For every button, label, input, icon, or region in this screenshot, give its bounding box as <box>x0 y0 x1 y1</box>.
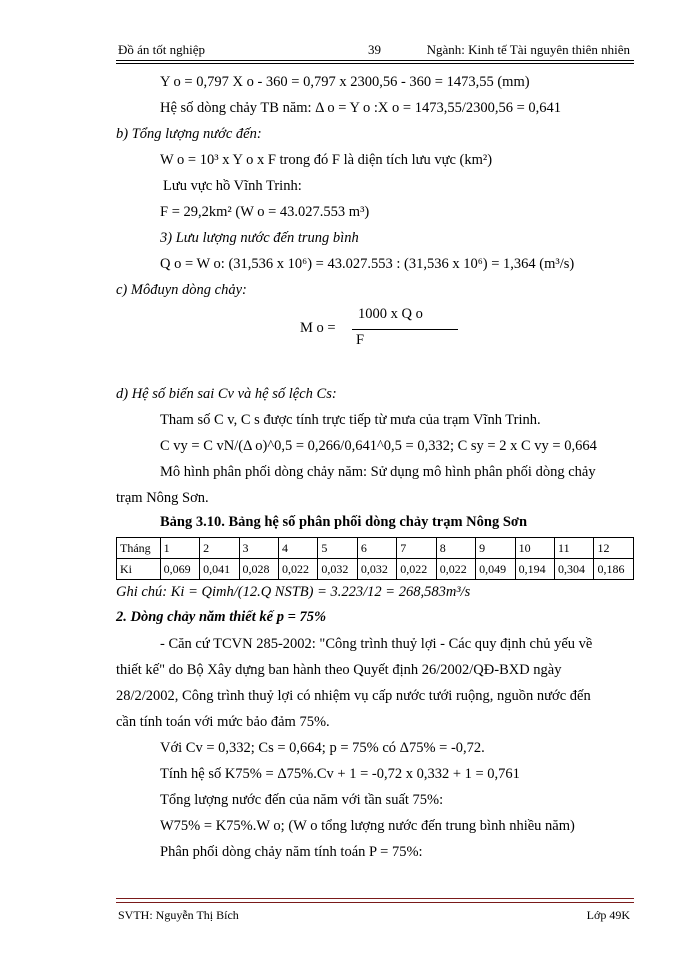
table-cell: 10 <box>515 538 554 559</box>
section-c-title: c) Môđuyn dòng chảy: <box>116 282 247 298</box>
thamso-line: Tham số C v, C s được tính trực tiếp từ mưa của trạm Vĩnh Trinh. <box>160 412 541 428</box>
table-cell: 0,194 <box>515 559 554 580</box>
table-cell: 0,032 <box>357 559 396 580</box>
header-rule <box>116 60 634 64</box>
table-cell: 0,022 <box>278 559 317 580</box>
section-b-title: b) Tổng lượng nước đến: <box>116 126 262 142</box>
table-cell: Ki <box>117 559 161 580</box>
luuvuc-line: Lưu vực hồ Vĩnh Trinh: <box>163 178 302 194</box>
mo-lhs: M o = <box>300 320 336 336</box>
table-cell: 1 <box>160 538 199 559</box>
tong-line: Tổng lượng nước đến của năm với tần suất 75%: <box>160 792 444 808</box>
header-left: Đồ án tốt nghiệp <box>118 42 206 57</box>
footer-left: SVTH: Nguyễn Thị Bích <box>118 908 239 922</box>
para-line-2: thiết kế" do Bộ Xây dựng ban hành theo Quyết định 26/2002/QĐ-BXD ngày <box>116 662 562 678</box>
table-cell: 5 <box>318 538 357 559</box>
f-line: F = 29,2km² (W o = 43.027.553 m³) <box>160 204 370 220</box>
footer-rule <box>116 898 634 903</box>
table-cell: 0,022 <box>436 559 475 580</box>
ki-table <box>116 537 634 580</box>
table-cell: 8 <box>436 538 475 559</box>
table-header-row <box>117 538 634 559</box>
cvy-line: C vy = C vN/(Δ o)^0,5 = 0,266/0,641^0,5 = 0,332; C sy = 2 x C vy = 0,664 <box>160 438 597 454</box>
heso-line: Hệ số dòng chảy TB năm: Δ o = Y o :X o = 1473,55/2300,56 = 0,641 <box>160 100 562 116</box>
para-line-4: cần tính toán với mức bảo đảm 75%. <box>116 714 330 730</box>
table-cell: 11 <box>555 538 594 559</box>
table-cell: 0,022 <box>397 559 436 580</box>
table-cell: 9 <box>476 538 515 559</box>
table-cell: 2 <box>200 538 239 559</box>
para-line-1: - Căn cứ TCVN 285-2002: "Công trình thuỷ lợi - Các quy định chủ yếu về <box>160 636 593 652</box>
table-cell: 0,186 <box>594 559 634 580</box>
mo-numerator: 1000 x Q o <box>358 306 423 322</box>
table-note: Ghi chú: Ki = Qimh/(12.Q NSTB) = 3.223/12 = 268,583m³/s <box>116 584 471 600</box>
footer-right: Lớp 49K <box>586 908 630 922</box>
k75-line: Tính hệ số K75% = Δ75%.Cv + 1 = -0,72 x 0,332 + 1 = 0,761 <box>160 766 520 782</box>
sub3-title: 3) Lưu lượng nước đến trung bình <box>160 230 359 246</box>
table-cell: 4 <box>278 538 317 559</box>
table-row <box>117 559 634 580</box>
fraction-bar <box>352 329 458 330</box>
qo-line: Q o = W o: (31,536 x 10⁶) = 43.027.553 : (31,536 x 10⁶) = 1,364 (m³/s) <box>160 256 575 272</box>
yo-line: Y o = 0,797 X o - 360 = 0,797 x 2300,56 - 360 = 1473,55 (mm) <box>160 74 530 90</box>
table-cell: 0,304 <box>555 559 594 580</box>
w75-line: W75% = K75%.W o; (W o tổng lượng nước đến trung bình nhiều năm) <box>160 818 575 834</box>
header-right: Ngành: Kinh tế Tài nguyên thiên nhiên <box>426 42 630 57</box>
table-cell: 0,028 <box>239 559 278 580</box>
table-cell: Tháng <box>117 538 161 559</box>
table-cell: 0,041 <box>200 559 239 580</box>
section-d-title: d) Hệ số biến sai Cv và hệ số lệch Cs: <box>116 386 337 402</box>
table-cell: 3 <box>239 538 278 559</box>
mohinh-line-1: Mô hình phân phối dòng chảy năm: Sử dụng mô hình phân phối dòng chảy <box>160 464 596 480</box>
table-cell: 0,069 <box>160 559 199 580</box>
para-line-3: 28/2/2002, Công trình thuỷ lợi có nhiệm vụ cấp nước tưới ruộng, nguồn nước đến <box>116 688 591 704</box>
voicv-line: Với Cv = 0,332; Cs = 0,664; p = 75% có Δ75% = -0,72. <box>160 740 485 756</box>
table-cell: 0,049 <box>476 559 515 580</box>
page-number: 39 <box>368 42 381 57</box>
table-title: Bảng 3.10. Bảng hệ số phân phối dòng chảy trạm Nông Sơn <box>160 514 528 530</box>
table-cell: 0,032 <box>318 559 357 580</box>
wo-line: W o = 10³ x Y o x F trong đó F là diện tích lưu vực (km²) <box>160 152 493 168</box>
table-cell: 7 <box>397 538 436 559</box>
table-cell: 6 <box>357 538 396 559</box>
section-2-title: 2. Dòng chảy năm thiết kế p = 75% <box>116 609 327 625</box>
phanphoi-line: Phân phối dòng chảy năm tính toán P = 75%: <box>160 844 423 860</box>
mo-denominator: F <box>356 332 365 348</box>
mohinh-line-2: trạm Nông Sơn. <box>116 490 209 506</box>
page-header <box>118 42 630 60</box>
table-cell: 12 <box>594 538 634 559</box>
